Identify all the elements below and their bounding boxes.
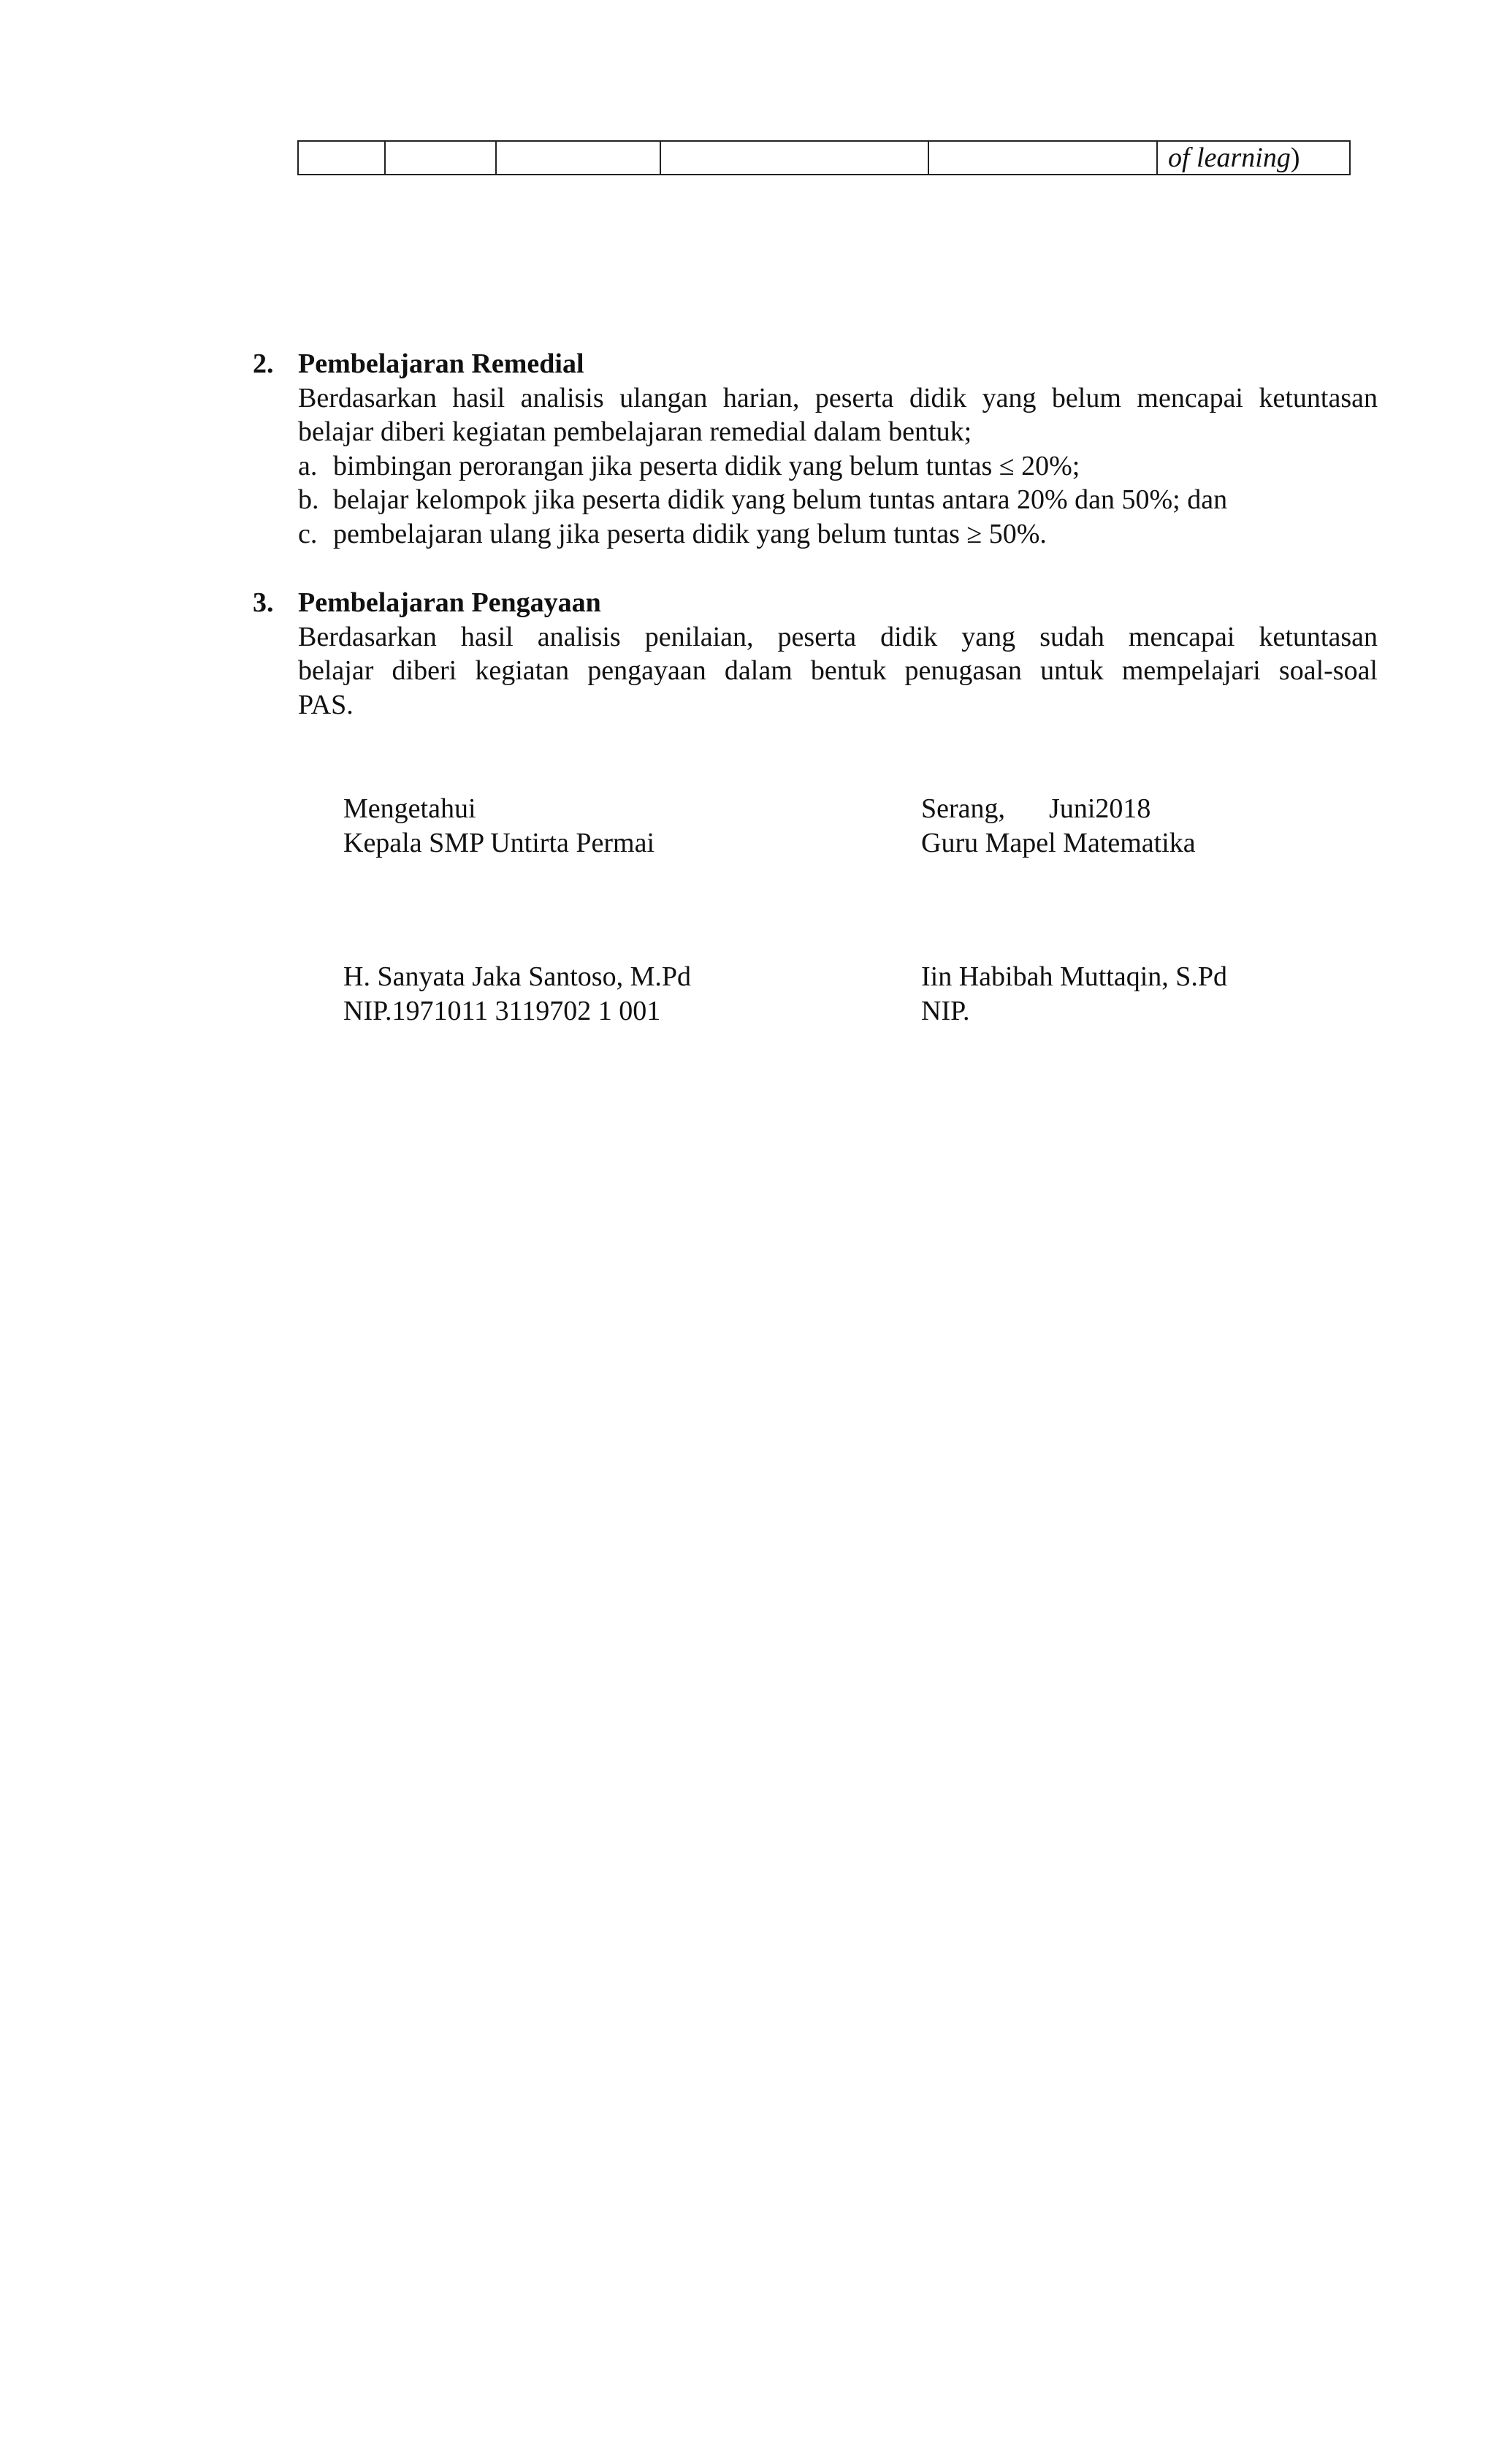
paragraph-line: belajar diberi kegiatan pembelajaran remedial dalam bentuk; <box>298 416 972 447</box>
section-pengayaan <box>253 586 1378 722</box>
list-text: pembelajaran ulang jika peserta didik yang belum tuntas ≥ 50%. <box>333 518 1047 549</box>
signature-date: Juni2018 <box>1049 793 1151 824</box>
signature-place: Serang, <box>921 793 1006 824</box>
table-cell <box>660 141 928 175</box>
table-cell-suffix: ) <box>1290 142 1300 173</box>
section-heading <box>253 347 1378 381</box>
section-body <box>298 620 1378 722</box>
section-remedial <box>253 347 1378 551</box>
section-heading <box>253 586 1378 620</box>
section-number: 3. <box>253 587 274 618</box>
table-cell-last <box>1157 141 1350 175</box>
signatory-nip: NIP. <box>921 995 970 1026</box>
signature-right-footer <box>921 960 1227 1028</box>
section-title: Pembelajaran Pengayaan <box>298 587 601 618</box>
signature-right-header <box>921 792 1196 860</box>
signatory-name: Iin Habibah Muttaqin, S.Pd <box>921 961 1228 992</box>
section-body <box>298 381 1378 552</box>
signature-role: Kepala SMP Untirta Permai <box>343 827 655 858</box>
signature-place-date <box>921 792 1196 826</box>
paragraph-line: Berdasarkan hasil analisis penilaian, peserta didik yang sudah mencapai ketuntasan <box>298 621 1378 652</box>
signatory-nip: NIP.1971011 3119702 1 001 <box>343 995 661 1026</box>
list-item <box>298 483 1378 517</box>
table-cell <box>928 141 1157 175</box>
paragraph-line: PAS. <box>298 689 354 720</box>
signature-label: Mengetahui <box>343 793 476 824</box>
signature-left-header <box>343 792 654 860</box>
paragraph-line: belajar diberi kegiatan pengayaan dalam bentuk penugasan untuk mempelajari soal-soal <box>298 655 1378 686</box>
table-cell <box>385 141 496 175</box>
list-item <box>298 449 1378 484</box>
signatory-name: H. Sanyata Jaka Santoso, M.Pd <box>343 961 692 992</box>
list-letter: c. <box>298 518 318 549</box>
table-fragment <box>297 140 1351 175</box>
list-letter: b. <box>298 484 319 515</box>
section-title: Pembelajaran Remedial <box>298 348 584 379</box>
signature-left-footer <box>343 960 691 1028</box>
table-cell-italic-text: of learning <box>1168 142 1291 173</box>
list-text: belajar kelompok jika peserta didik yang belum tuntas antara 20% dan 50%; dan <box>333 484 1228 515</box>
list-text: bimbingan perorangan jika peserta didik yang belum tuntas ≤ 20%; <box>333 450 1080 481</box>
paragraph-line: Berdasarkan hasil analisis ulangan harian, peserta didik yang belum mencapai ketuntasan <box>298 382 1378 413</box>
list-item <box>298 517 1378 552</box>
table-cell <box>496 141 660 175</box>
list-letter: a. <box>298 450 318 481</box>
section-number: 2. <box>253 348 274 379</box>
signature-role: Guru Mapel Matematika <box>921 827 1196 858</box>
table-row <box>298 141 1350 175</box>
table-cell <box>298 141 385 175</box>
